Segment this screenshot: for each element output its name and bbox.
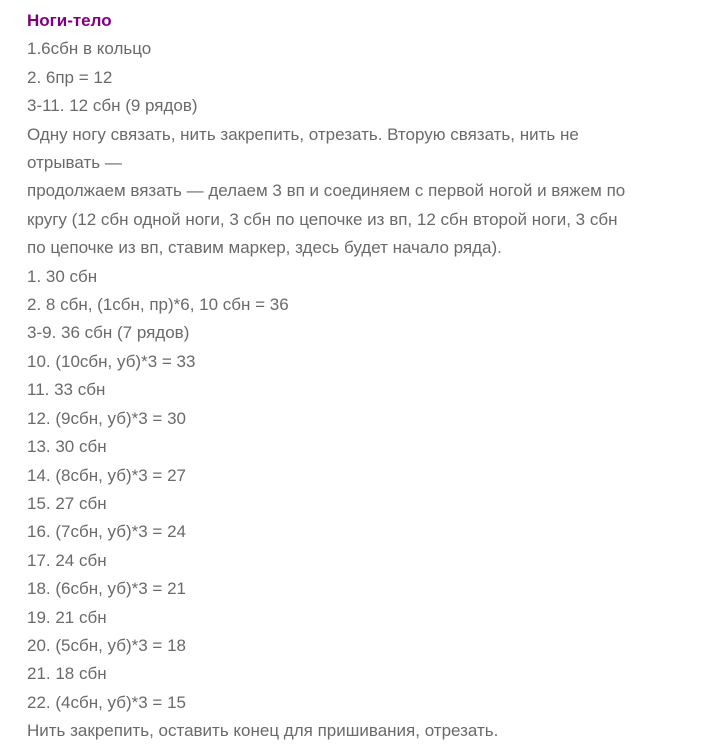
pattern-line: Одну ногу связать, нить закрепить, отрезать. Вторую связать, нить не (27, 124, 579, 144)
pattern-line: 16. (7сбн, уб)*3 = 24 (27, 522, 186, 542)
pattern-line: 21. 18 сбн (27, 664, 107, 684)
pattern-line: 17. 24 сбн (27, 550, 107, 570)
section-title: Ноги-тело (27, 11, 112, 30)
pattern-line: 18. (6сбн, уб)*3 = 21 (27, 579, 186, 599)
pattern-line: продолжаем вязать — делаем 3 вп и соединяем с первой ногой и вяжем по (27, 181, 626, 201)
pattern-line: 2. 8 сбн, (1сбн, пр)*6, 10 сбн = 36 (27, 295, 289, 315)
pattern-line: 10. (10сбн, уб)*3 = 33 (27, 351, 196, 371)
pattern-line: 1.6сбн в кольцо (27, 39, 152, 59)
pattern-line: 3-9. 36 сбн (7 рядов) (27, 323, 190, 343)
pattern-line: 13. 30 сбн (27, 437, 107, 457)
pattern-line: отрывать — (27, 153, 122, 173)
pattern-line: 1. 30 сбн (27, 266, 98, 286)
pattern-line: 2. 6пр = 12 (27, 67, 113, 87)
pattern-line: 12. (9сбн, уб)*3 = 30 (27, 408, 186, 428)
pattern-line: 20. (5сбн, уб)*3 = 18 (27, 635, 186, 655)
pattern-line: по цепочке из вп, ставим маркер, здесь будет начало ряда). (27, 238, 502, 258)
pattern-line: 11. 33 сбн (27, 380, 106, 400)
pattern-line: 14. (8сбн, уб)*3 = 27 (27, 465, 186, 485)
pattern-line: 22. (4сбн, уб)*3 = 15 (27, 692, 186, 712)
pattern-line: 15. 27 сбн (27, 493, 107, 513)
pattern-text (27, 7, 688, 746)
pattern-line: 3-11. 12 сбн (9 рядов) (27, 96, 198, 116)
pattern-line: 19. 21 сбн (27, 607, 107, 627)
pattern-line: кругу (12 сбн одной ноги, 3 сбн по цепочке из вп, 12 сбн второй ноги, 3 сбн (27, 209, 618, 229)
pattern-line: Нить закрепить, оставить конец для пришивания, отрезать. (27, 721, 499, 741)
